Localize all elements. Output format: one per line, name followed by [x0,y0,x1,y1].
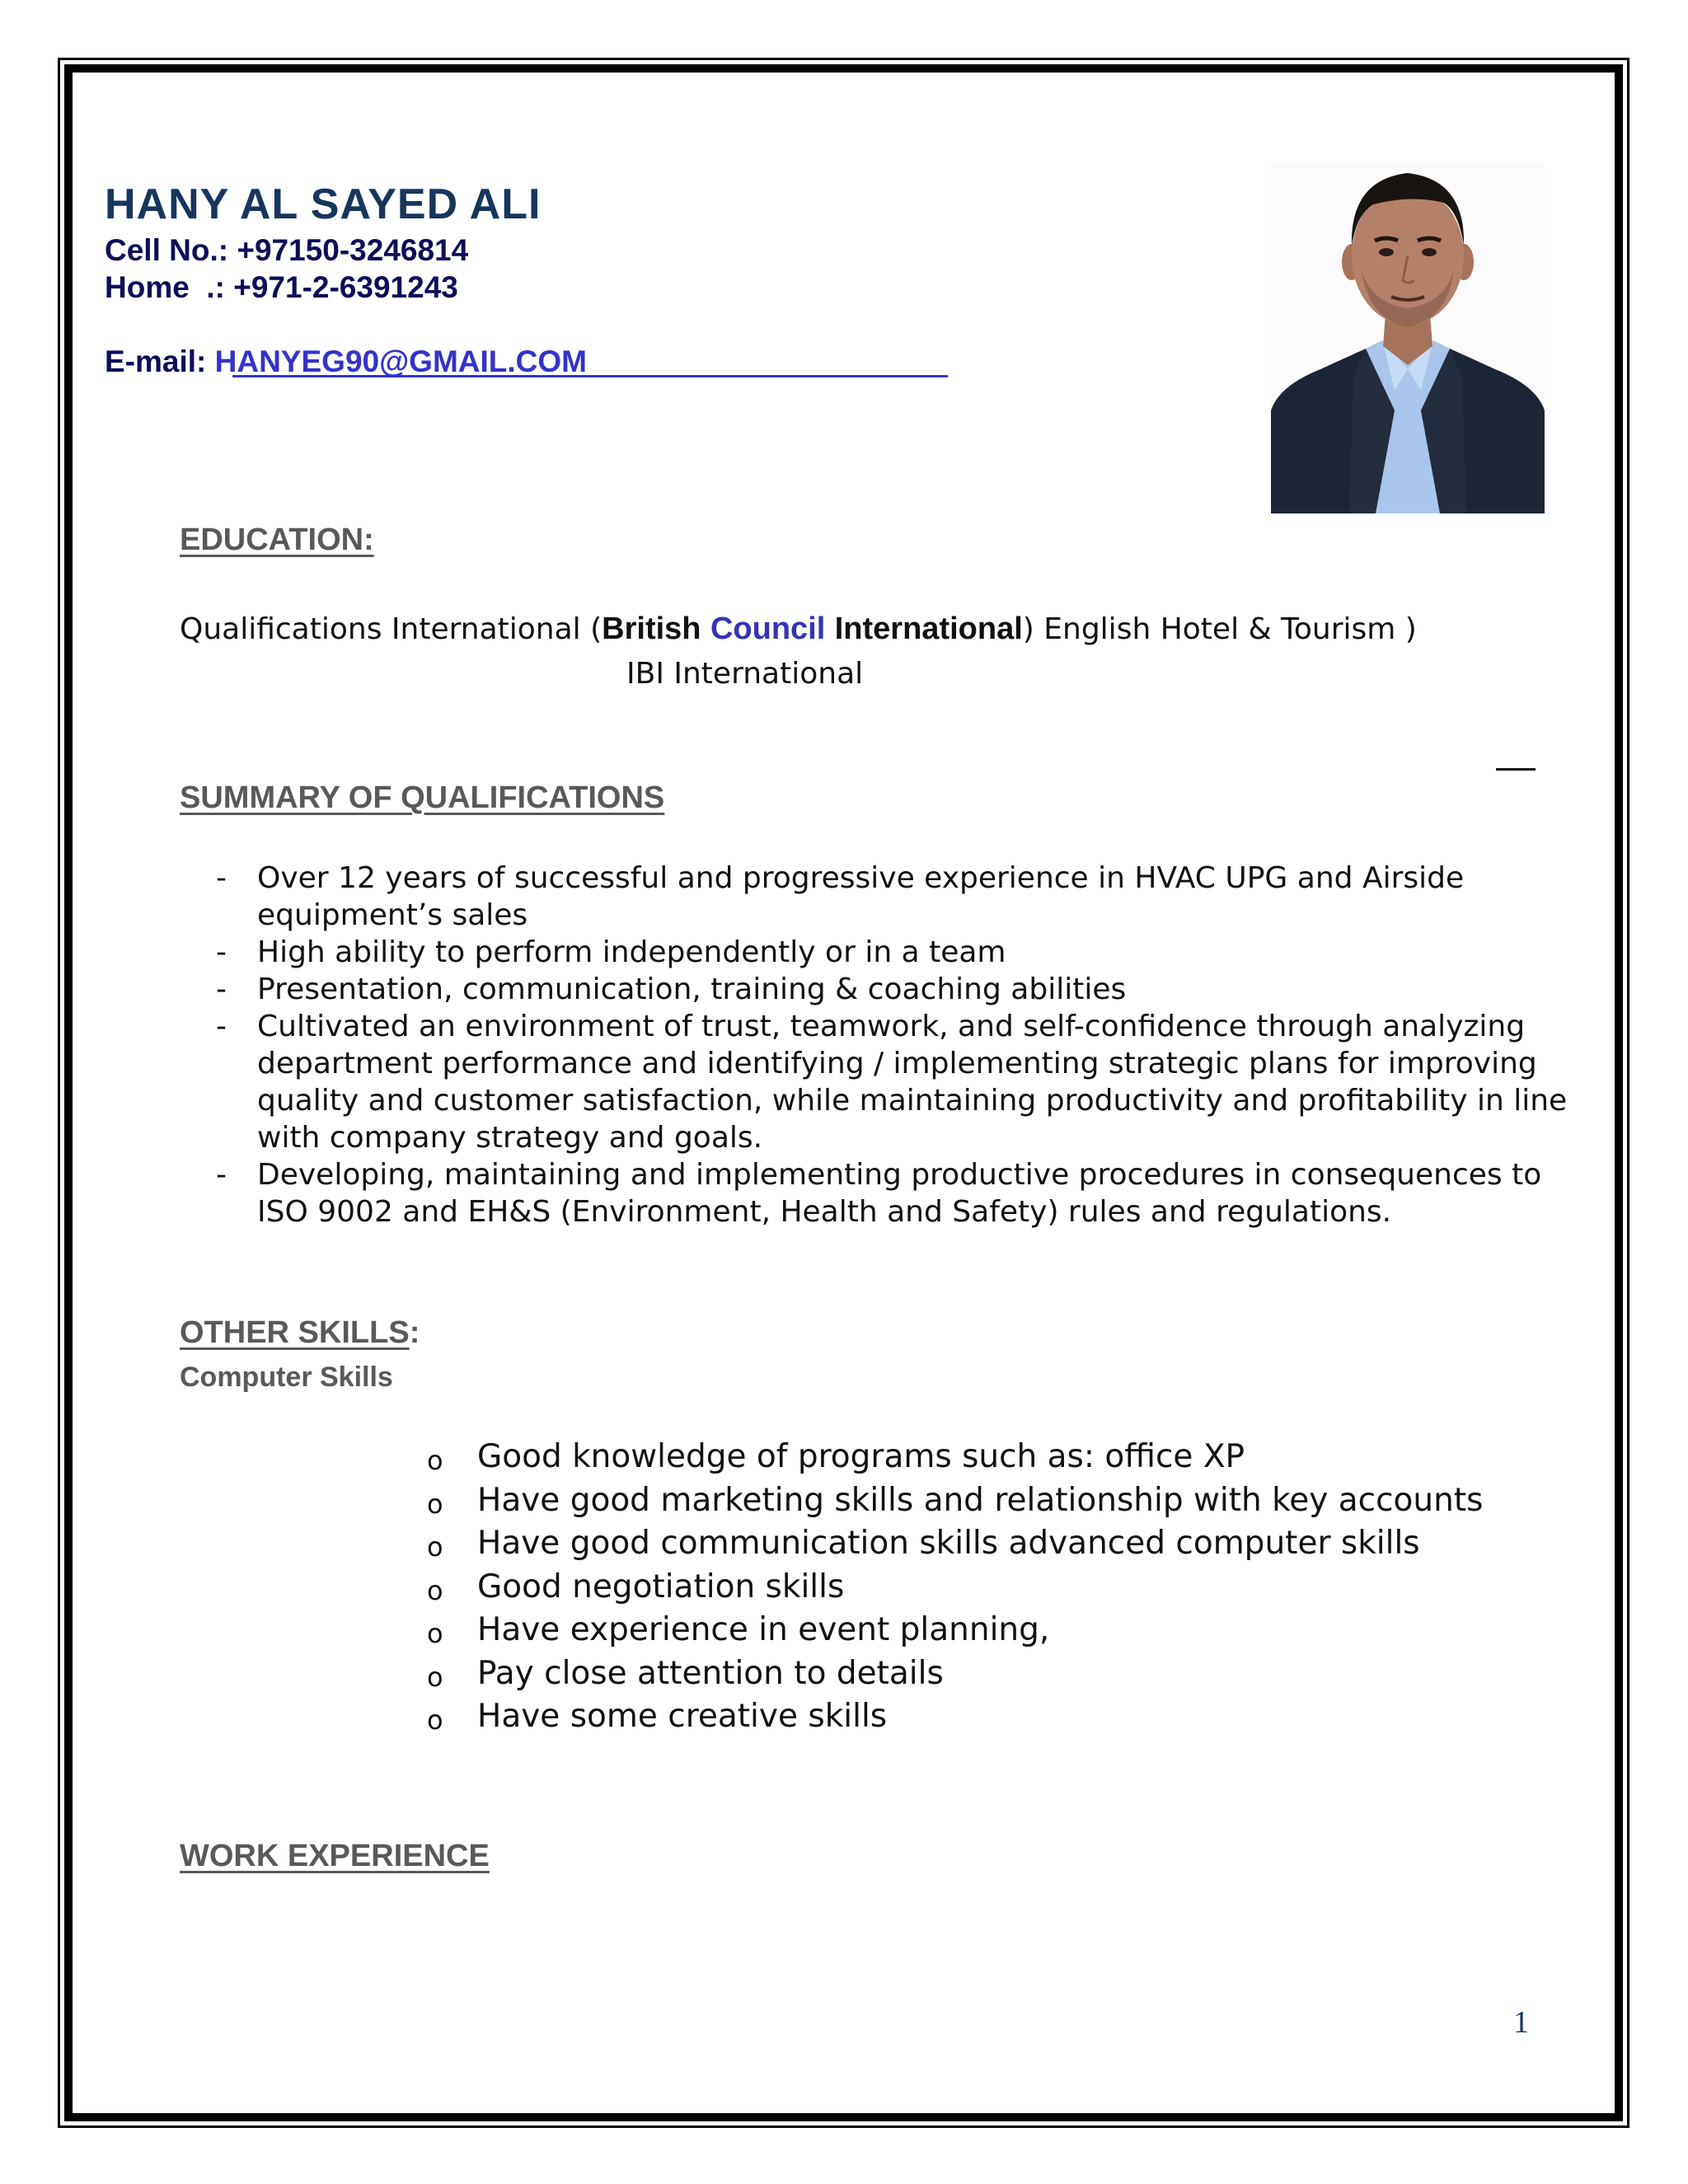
list-item: - High ability to perform independently or in a team [216,935,1006,969]
list-item: - Cultivated an environment of trust, teamwork, and self-confidence through analyzing department performance and identifying / implementing strategic plans for improving quality and customer satisfaction, while maintaining productivity and profitability in line with company strategy and goals. [216,1010,1568,1155]
email-underline [232,375,948,377]
list-item: o Have good marketing skills and relationship with key accounts [427,1479,1581,1523]
circle-bullet-icon: o [427,1445,443,1476]
list-item: o Pay close attention to details [427,1652,1581,1696]
education-line-1: Qualifications International (British Council International) English Hotel & Tourism ) [180,612,1417,646]
other-skills-heading: OTHER SKILLS: [180,1315,420,1350]
international-text: International [834,612,1023,646]
email-link[interactable]: HANYEG90@GMAIL.COM [214,344,587,378]
dash-bullet-icon: - [216,861,227,895]
circle-bullet-icon: o [427,1531,443,1563]
email-label: E-mail: [105,344,215,378]
council-text: Council [710,612,826,646]
dash-bullet-icon: - [216,1010,227,1043]
cell-label: Cell No.: [105,233,237,267]
list-item: o Have experience in event planning, [427,1609,1581,1652]
education-line-2: IBI International [626,657,864,691]
dash-bullet-icon: - [216,935,227,969]
list-item: o Have some creative skills [427,1695,1581,1739]
divider-rule [1496,768,1536,771]
summary-list [216,860,1568,1230]
british-text: British [602,612,701,646]
work-experience-heading: WORK EXPERIENCE [180,1839,490,1873]
page-number: 1 [1513,2005,1529,2040]
circle-bullet-icon: o [427,1661,443,1693]
circle-bullet-icon: o [427,1618,443,1649]
list-item: o Have good communication skills advanced computer skills [427,1522,1581,1566]
circle-bullet-icon: o [427,1704,443,1736]
circle-bullet-icon: o [427,1574,443,1606]
dash-bullet-icon: - [216,972,227,1006]
profile-photo [1271,163,1545,513]
home-label: Home .: [105,270,234,304]
list-item: - Presentation, communication, training & coaching abilities [216,972,1127,1006]
cell-number-line [105,233,468,268]
education-heading: EDUCATION: [180,523,374,557]
candidate-name: HANY AL SAYED ALI [105,180,542,228]
home-value: +971-2-6391243 [233,270,458,304]
list-item: o Good knowledge of programs such as: office XP [427,1436,1581,1479]
skills-list [427,1436,1581,1739]
list-item: - Over 12 years of successful and progressive experience in HVAC UPG and Airside equipment’s sales [216,861,1465,932]
circle-bullet-icon: o [427,1488,443,1520]
email-line [105,344,587,379]
summary-heading: SUMMARY OF QUALIFICATIONS [180,780,665,815]
home-number-line [105,270,458,305]
list-item: - Developing, maintaining and implementing productive procedures in consequences to ISO 9002 and EH&S (Environment, Health and Safety) rules and regulations. [216,1158,1542,1229]
computer-skills-subheading: Computer Skills [180,1361,393,1393]
cell-value: +97150-3246814 [237,233,469,267]
list-item: o Good negotiation skills [427,1566,1581,1610]
dash-bullet-icon: - [216,1158,227,1192]
